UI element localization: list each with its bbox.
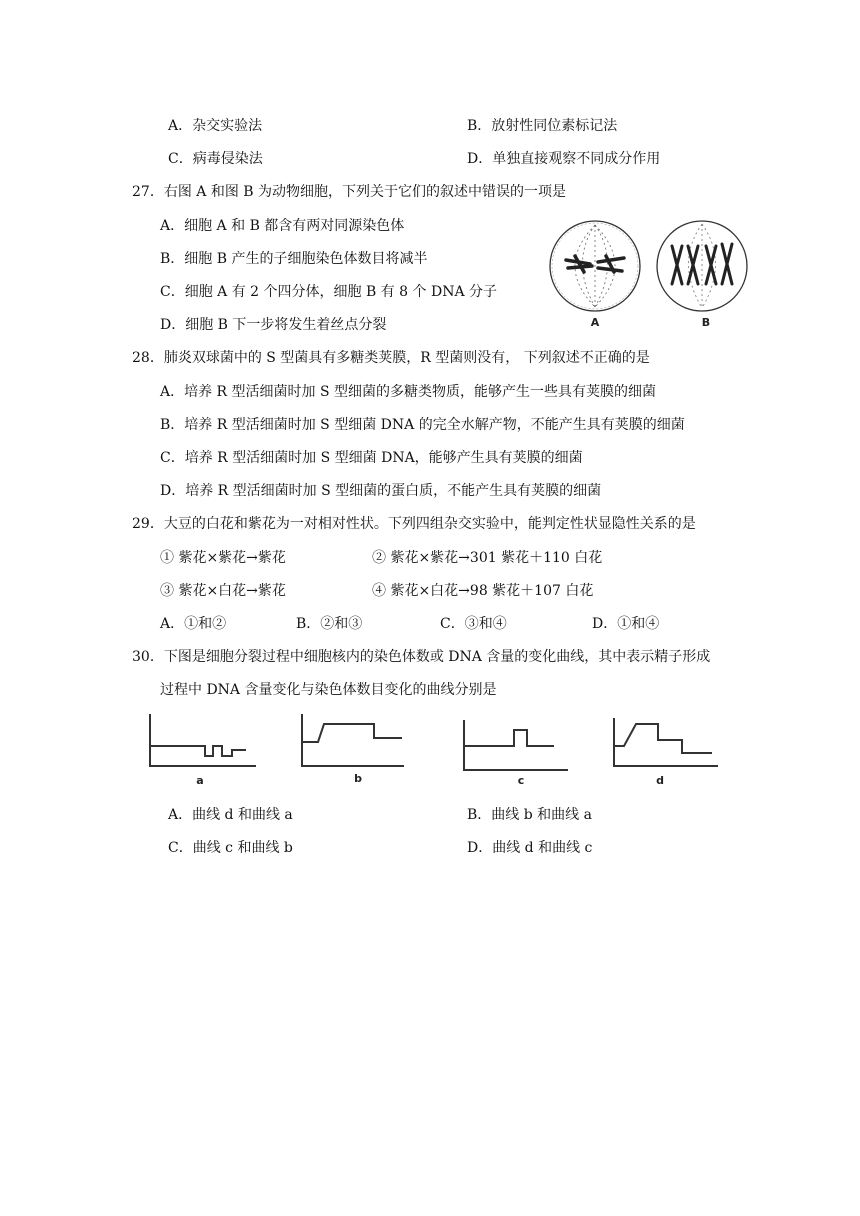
q29-cross-1: ① 紫花×紫花→紫花 xyxy=(160,550,286,566)
q30-option-a: A．曲线 d 和曲线 a xyxy=(168,807,293,823)
q29-cross-3: ③ 紫花×白花→紫花 xyxy=(160,583,286,599)
graph-label-a: a xyxy=(196,774,204,787)
q29-cross-4: ④ 紫花×白花→98 紫花＋107 白花 xyxy=(372,583,594,599)
q30-stem-line1: 30．下图是细胞分裂过程中细胞核内的染色体数或 DNA 含量的变化曲线，其中表示精子形成 xyxy=(132,649,711,665)
q29-stem: 29．大豆的白花和紫花为一对相对性状。下列四组杂交实验中，能判定性状显隐性关系的是 xyxy=(132,516,696,532)
q27-option-c: C．细胞 A 有 2 个四分体，细胞 B 有 8 个 DNA 分子 xyxy=(160,284,498,300)
q27-option-d: D．细胞 B 下一步将发生着丝点分裂 xyxy=(160,317,387,333)
q26-option-b: B．放射性同位素标记法 xyxy=(467,118,618,134)
q28-option-a: A．培养 R 型活细菌时加 S 型细菌的多糖类物质，能够产生一些具有荚膜的细菌 xyxy=(160,384,657,400)
cell-a-label: A xyxy=(590,316,600,329)
graph-label-b: b xyxy=(354,772,362,785)
q27-option-a: A．细胞 A 和 B 都含有两对同源染色体 xyxy=(160,218,405,234)
q29-option-a: A．①和② xyxy=(160,616,227,632)
q27-stem: 27．右图 A 和图 B 为动物细胞，下列关于它们的叙述中错误的一项是 xyxy=(132,184,567,200)
cell-b-illustration xyxy=(657,221,747,311)
q30-option-d: D．曲线 d 和曲线 c xyxy=(467,840,593,856)
q27-option-b: B．细胞 B 产生的子细胞染色体数目将减半 xyxy=(160,251,428,267)
q26-option-d: D．单独直接观察不同成分作用 xyxy=(467,151,661,167)
q28-stem: 28．肺炎双球菌中的 S 型菌具有多糖类荚膜，R 型菌则没有， 下列叙述不正确的是 xyxy=(132,350,650,366)
curve-graph-b xyxy=(302,714,404,766)
cell-a-illustration xyxy=(550,221,640,311)
q30-stem-line2: 过程中 DNA 含量变化与染色体数目变化的曲线分别是 xyxy=(160,682,497,698)
curve-graph-a xyxy=(150,714,256,766)
graph-label-c: c xyxy=(517,774,525,787)
graph-label-d: d xyxy=(656,774,664,787)
q30-curves xyxy=(0,700,860,795)
q29-option-b: B．②和③ xyxy=(296,616,363,632)
q28-option-b: B．培养 R 型活细菌时加 S 型细菌 DNA 的完全水解产物，不能产生具有荚膜的细菌 xyxy=(160,417,685,433)
curve-graph-d xyxy=(614,718,718,766)
cell-figure xyxy=(540,222,750,332)
q29-option-c: C．③和④ xyxy=(440,616,507,632)
q26-option-c: C．病毒侵染法 xyxy=(168,151,263,167)
q30-option-c: C．曲线 c 和曲线 b xyxy=(168,840,293,856)
q28-option-c: C．培养 R 型活细菌时加 S 型细菌 DNA，能够产生具有荚膜的细菌 xyxy=(160,450,583,466)
q29-cross-2: ② 紫花×紫花→301 紫花＋110 白花 xyxy=(372,550,603,566)
q29-option-d: D．①和④ xyxy=(592,616,660,632)
q26-option-a: A．杂交实验法 xyxy=(168,118,263,134)
cell-b-label: B xyxy=(701,316,711,329)
q28-option-d: D．培养 R 型活细菌时加 S 型细菌的蛋白质，不能产生具有荚膜的细菌 xyxy=(160,483,602,499)
curve-graph-c xyxy=(464,720,568,770)
q30-option-b: B．曲线 b 和曲线 a xyxy=(467,807,592,823)
